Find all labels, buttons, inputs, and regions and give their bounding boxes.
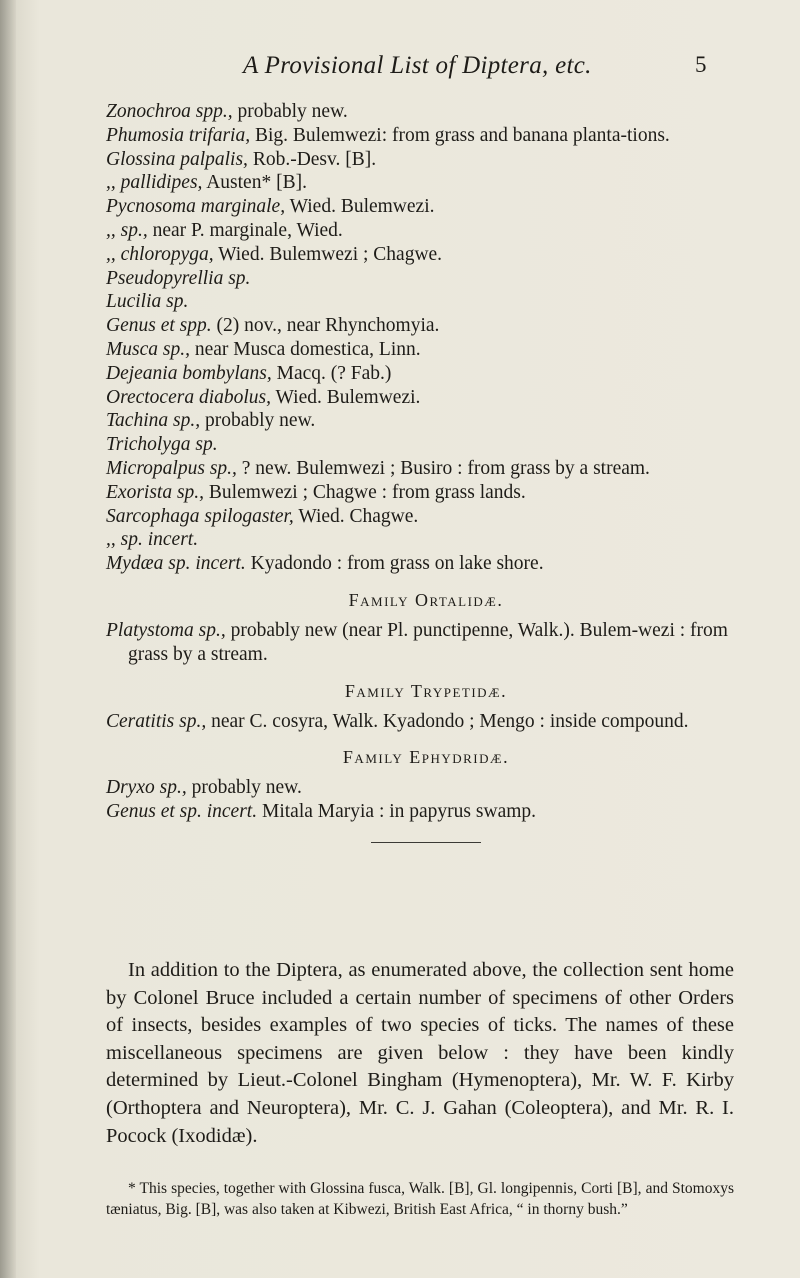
species-notes: probably new. — [200, 410, 316, 432]
species-notes: Wied. Bulemwezi ; Chagwe. — [213, 243, 443, 265]
species-entry — [106, 619, 746, 667]
species-name: Genus et spp. — [106, 315, 212, 337]
species-entry — [106, 243, 746, 267]
species-name: Tricholyga sp. — [106, 434, 218, 456]
species-notes: Mitala Maryia : in papyrus swamp. — [257, 801, 537, 823]
species-notes: near Musca domestica, Linn. — [189, 338, 421, 360]
species-name: Tachina sp., — [106, 410, 201, 432]
species-entry — [106, 124, 746, 148]
species-entry — [106, 433, 746, 457]
species-name: Micropalpus sp., — [106, 457, 237, 479]
species-notes: Wied. Chagwe. — [293, 505, 419, 527]
species-name: ,, sp., — [106, 219, 148, 241]
species-notes: Wied. Bulemwezi. — [271, 386, 421, 408]
species-name: Pycnosoma marginale, — [106, 196, 286, 218]
species-notes: Kyadondo : from grass on lake shore. — [245, 553, 544, 575]
species-entry — [106, 409, 746, 433]
species-entry — [106, 219, 746, 243]
species-list — [106, 100, 746, 861]
family-heading-ephydridae: Family Ephydridæ. — [342, 747, 510, 768]
running-title: A Provisional List of Diptera, etc. — [243, 52, 592, 79]
species-entry — [106, 552, 746, 576]
page-number: 5 — [695, 52, 707, 77]
species-name: Glossina palpalis, — [106, 148, 248, 170]
species-entry — [106, 171, 746, 195]
family-heading-ortalidae: Family Ortalidæ. — [348, 589, 504, 610]
species-notes: probably new. — [186, 777, 302, 799]
species-entry — [106, 776, 746, 800]
species-group-trypetidae — [106, 710, 746, 734]
species-name: Dryxo sp., — [106, 777, 187, 799]
species-entry — [106, 100, 746, 124]
species-name: Lucilia sp. — [106, 291, 189, 313]
species-entry — [106, 267, 746, 291]
species-name: Dejeania bombylans, — [106, 362, 272, 384]
species-entry — [106, 800, 746, 824]
species-name: Ceratitis sp., — [106, 710, 207, 732]
species-name: Phumosia trifaria, — [106, 124, 251, 146]
species-notes: Rob.-Desv. [B]. — [247, 148, 377, 170]
page-binding-shadow — [0, 0, 16, 1278]
species-name: ,, chloropyga, — [106, 243, 214, 265]
family-heading-trypetidae: Family Trypetidæ. — [344, 680, 508, 701]
species-name: ,, sp. incert. — [106, 529, 199, 551]
species-notes: Wied. Bulemwezi. — [285, 196, 435, 218]
species-name: Zonochroa spp., — [106, 101, 233, 122]
species-entry — [106, 195, 746, 219]
species-name: Genus et sp. incert. — [106, 801, 258, 823]
species-name: Mydæa sp. incert. — [106, 553, 246, 575]
species-entry — [106, 362, 746, 386]
species-notes: Macq. (? Fab.) — [271, 362, 392, 384]
species-entry — [106, 290, 746, 314]
species-entry — [106, 481, 746, 505]
section-divider — [371, 842, 481, 843]
species-name: Pseudopyrellia sp. — [106, 267, 251, 289]
species-notes: Bulemwezi ; Chagwe : from grass lands. — [204, 481, 526, 503]
species-name: Exorista sp., — [106, 481, 205, 503]
species-entry — [106, 314, 746, 338]
species-notes: Austen* [B]. — [202, 172, 307, 194]
footnote: * This species, together with Glossina fusca, Walk. [B], Gl. longipennis, Corti [B], and Stomoxys tæniatus, Big. [B], was also taken at Kibwezi, British East Africa, “ in thorny bush.” — [106, 1180, 734, 1218]
species-entry — [106, 338, 746, 362]
species-entry — [106, 528, 746, 552]
species-name: Sarcophaga spilogaster, — [106, 505, 294, 527]
species-name: Musca sp., — [106, 338, 190, 360]
species-entry — [106, 148, 746, 172]
page-header — [0, 52, 800, 84]
species-notes: probably new (near Pl. punctipenne, Walk.). Bulem-wezi : from grass by a stream. — [128, 619, 728, 665]
species-group-ortalidae — [106, 619, 746, 667]
species-entry — [106, 710, 746, 734]
species-notes: ? new. Bulemwezi ; Busiro : from grass by a stream. — [236, 457, 650, 479]
species-name: Orectocera diabolus, — [106, 386, 271, 408]
species-notes: (2) nov., near Rhynchomyia. — [211, 315, 440, 337]
species-notes: Big. Bulemwezi: from grass and banana planta-tions. — [250, 124, 670, 146]
body-paragraph: In addition to the Diptera, as enumerated above, the collection sent home by Colonel Bruce included a certain number of specimens of other Orders of insects, besides examples of two species of ticks. The names of these miscellaneous specimens are given below : they have been kindly determined by Lieut.-Colonel Bingham (Hymenoptera), Mr. W. F. Kirby (Orthoptera and Neuroptera), Mr. C. J. Gahan (Coleoptera), and Mr. R. I. Pocock (Ixodidæ). — [106, 959, 734, 1147]
species-notes: near C. cosyra, Walk. Kyadondo ; Mengo : inside compound. — [206, 710, 689, 732]
species-group-muscidae — [106, 100, 746, 576]
species-notes: near P. marginale, Wied. — [147, 219, 343, 241]
species-notes: probably new. — [232, 101, 348, 122]
species-entry — [106, 505, 746, 529]
species-name: ,, pallidipes, — [106, 172, 203, 194]
species-entry — [106, 386, 746, 410]
species-name: Platystoma sp., — [106, 619, 226, 641]
species-entry — [106, 457, 746, 481]
species-group-ephydridae — [106, 776, 746, 824]
